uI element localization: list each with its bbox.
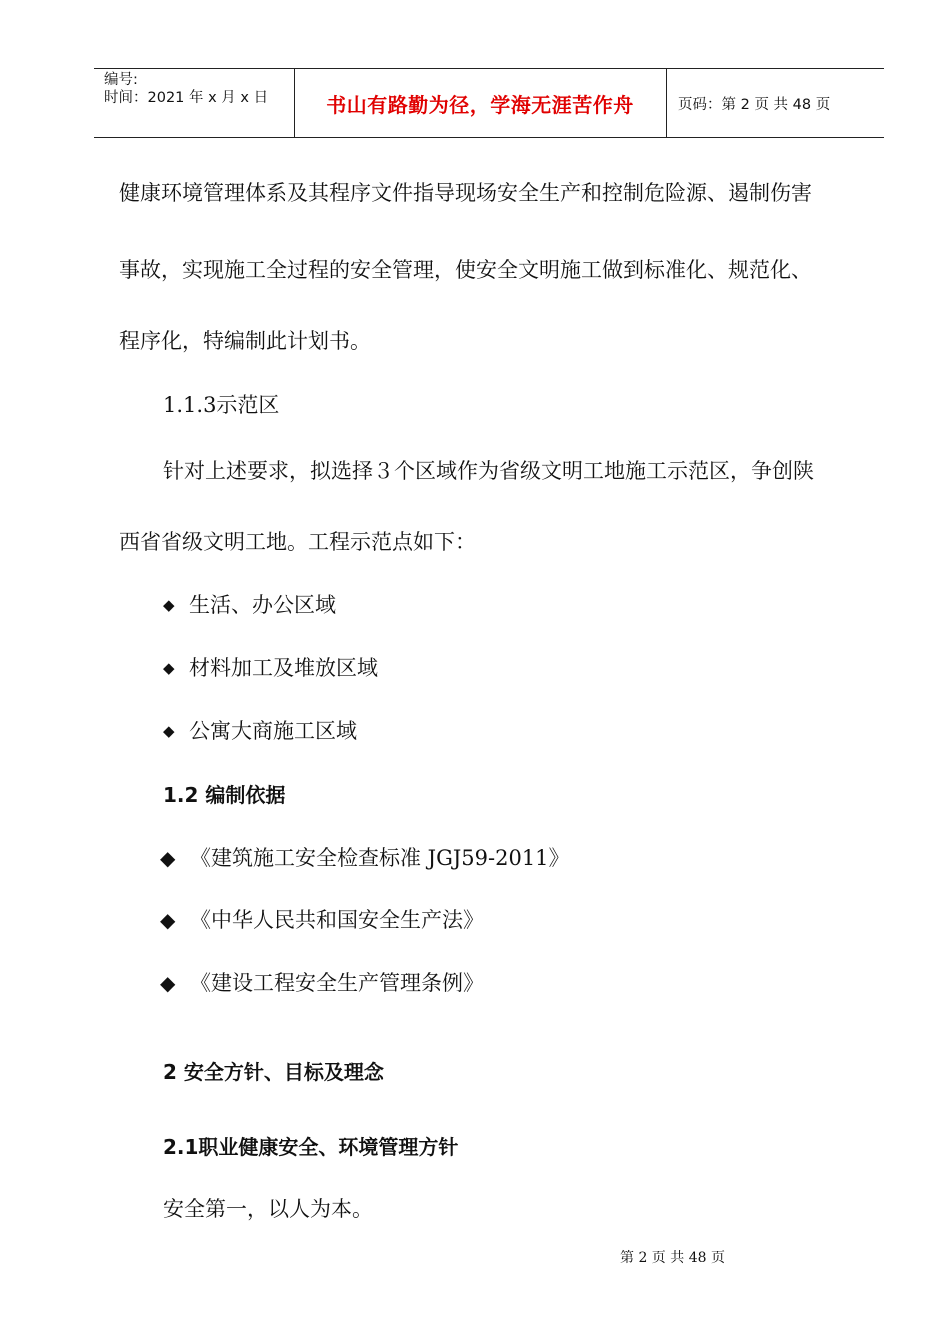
diamond-bullet-icon: ◆	[160, 908, 176, 932]
diamond-bullet-icon: ◆	[163, 596, 175, 614]
list-item	[160, 904, 484, 934]
list-item-text: 《建设工程安全生产管理条例》	[190, 971, 484, 995]
diamond-bullet-icon: ◆	[160, 846, 176, 870]
paragraph-line: 程序化，特编制此计划书。	[119, 329, 371, 353]
paragraph-line: 健康环境管理体系及其程序文件指导现场安全生产和控制危险源、遏制伤害	[119, 181, 812, 205]
header-meta	[104, 71, 268, 107]
paragraph-line: 西省省级文明工地。工程示范点如下：	[119, 530, 476, 554]
page-header	[94, 68, 884, 138]
list-item	[163, 652, 378, 682]
list-item-text: 生活、办公区域	[189, 593, 336, 617]
list-item-text: 公寓大商施工区域	[189, 719, 357, 743]
section-heading-2: 2 安全方针、目标及理念	[163, 1060, 384, 1084]
diamond-bullet-icon: ◆	[163, 659, 175, 677]
list-item-text: 《中华人民共和国安全生产法》	[190, 908, 484, 932]
list-item-text: 《建筑施工安全检查标准 JGJ59-2011》	[190, 846, 570, 870]
list-item	[163, 589, 336, 619]
diamond-bullet-icon: ◆	[160, 971, 176, 995]
header-divider	[666, 69, 667, 137]
paragraph-line: 事故，实现施工全过程的安全管理，使安全文明施工做到标准化、规范化、	[119, 258, 812, 282]
list-item-text: 材料加工及堆放区域	[189, 656, 378, 680]
section-heading-1-1-3: 1.1.3示范区	[163, 393, 280, 417]
list-item	[163, 715, 357, 745]
section-heading-2-1: 2.1职业健康安全、环境管理方针	[163, 1135, 459, 1159]
list-item	[160, 967, 484, 997]
header-number-label: 编号:	[104, 72, 138, 88]
diamond-bullet-icon: ◆	[163, 722, 175, 740]
header-page-label: 页码：第 2 页 共 48 页	[678, 97, 831, 113]
header-time-label: 时间：2021 年 x 月 x 日	[104, 90, 269, 106]
paragraph-line: 安全第一，以人为本。	[163, 1197, 373, 1221]
paragraph-line: 针对上述要求，拟选择３个区域作为省级文明工地施工示范区，争创陕	[163, 459, 814, 483]
header-motto: 书山有路勤为径，学海无涯苦作舟	[326, 92, 634, 117]
section-heading-1-2: 1.2 编制依据	[163, 783, 286, 807]
page-footer: 第 2 页 共 48 页	[620, 1250, 725, 1266]
list-item	[160, 842, 570, 872]
